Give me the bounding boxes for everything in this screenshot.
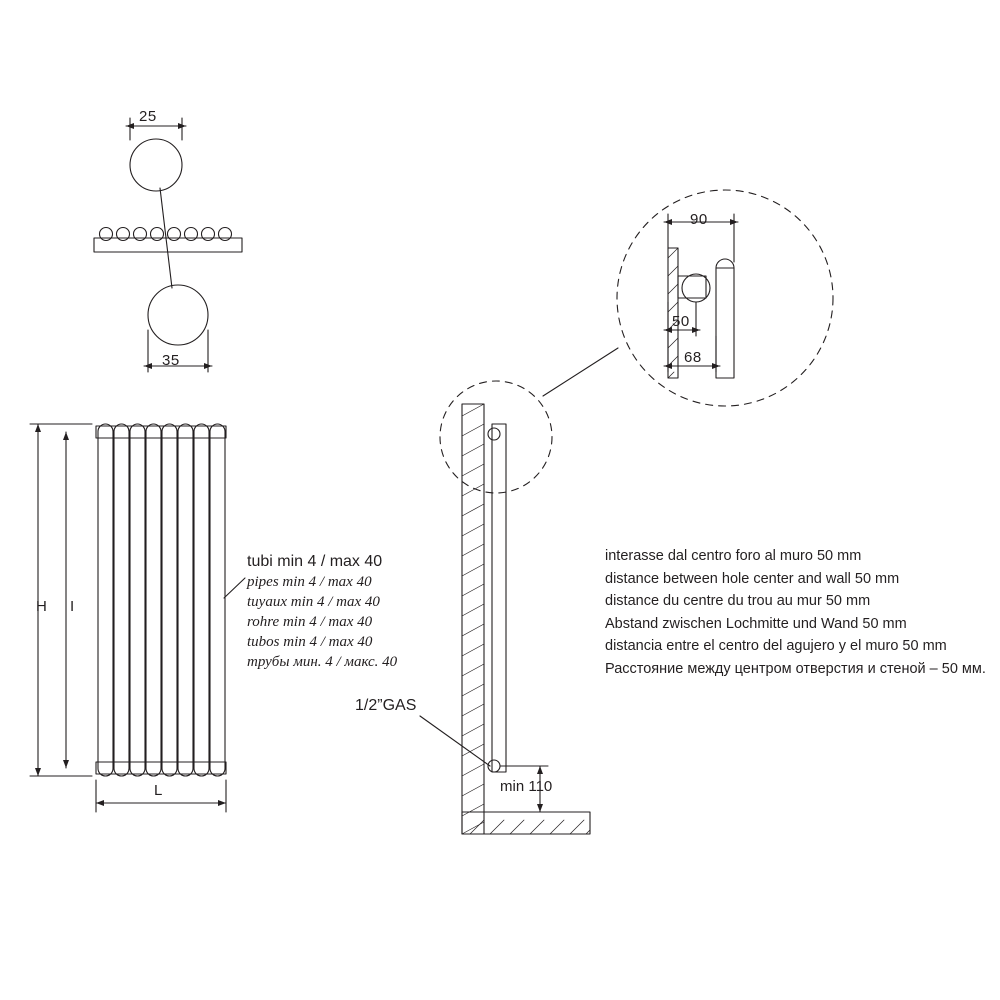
note-line-ru: Расстояние между центром отверстия и стеной – 50 мм. bbox=[605, 660, 986, 677]
arrow-i-top bbox=[63, 432, 69, 440]
detail-tube bbox=[716, 268, 734, 378]
pipes-note-block bbox=[247, 552, 477, 672]
front-view-group bbox=[30, 424, 226, 812]
tube-circle-25 bbox=[130, 139, 182, 191]
floor-hatch bbox=[470, 820, 590, 834]
dim-label-25: 25 bbox=[139, 108, 157, 125]
pipes-note-line-fr: tuyaux min 4 / max 40 bbox=[247, 594, 380, 610]
min-floor-label: min 110 bbox=[500, 778, 553, 795]
pipes-note-line-en: pipes min 4 / max 40 bbox=[247, 574, 372, 590]
connection-top bbox=[488, 428, 500, 440]
detail-callout-group bbox=[440, 190, 833, 493]
dim-label-35: 35 bbox=[162, 352, 180, 369]
arrow-l-left bbox=[96, 800, 104, 806]
tube-circle-35 bbox=[148, 285, 208, 345]
detail-source-circle bbox=[440, 381, 552, 493]
radiator-side-body bbox=[492, 424, 506, 772]
arrow-l-right bbox=[218, 800, 226, 806]
manifold-bar bbox=[94, 228, 242, 253]
dim-label-90: 90 bbox=[690, 211, 708, 228]
dim-label-l: L bbox=[154, 782, 163, 799]
leader-pipes-note bbox=[224, 578, 245, 598]
dim-label-50: 50 bbox=[672, 313, 690, 330]
pipes-note-line-ru: трубы мин. 4 / макс. 40 bbox=[247, 654, 398, 670]
arrow-min110-top bbox=[537, 766, 543, 774]
note-line-it: interasse dal centro foro al muro 50 mm bbox=[605, 548, 862, 564]
gas-connection-label: 1/2”GAS bbox=[355, 697, 417, 714]
note-line-en: distance between hole center and wall 50 mm bbox=[605, 570, 900, 587]
pipes-note-line-de: rohre min 4 / max 40 bbox=[247, 614, 373, 630]
leader-gas bbox=[420, 716, 490, 766]
arrow-h-bottom bbox=[35, 768, 41, 776]
dim-label-i: I bbox=[70, 598, 75, 615]
note-line-es: distancia entre el centro del agujero y el muro 50 mm bbox=[605, 638, 947, 654]
arrow-min110-bottom bbox=[537, 804, 543, 812]
detail-tube-cap bbox=[716, 259, 734, 268]
tube-detail-group bbox=[94, 118, 242, 372]
arrow-i-bottom bbox=[63, 760, 69, 768]
radiator-tubes bbox=[98, 424, 225, 776]
note-line-de: Abstand zwischen Lochmitte und Wand 50 mm bbox=[605, 615, 907, 632]
note-line-fr: distance du centre du trou au mur 50 mm bbox=[605, 593, 871, 609]
dim-label-h: H bbox=[36, 598, 48, 615]
pipes-note-title: tubi min 4 / max 40 bbox=[247, 553, 383, 570]
dim-label-68: 68 bbox=[684, 349, 702, 366]
leader-detail bbox=[543, 348, 618, 396]
pipes-note-line-es: tubos min 4 / max 40 bbox=[247, 634, 373, 650]
wall-distance-notes bbox=[605, 545, 995, 680]
arrow-h-top bbox=[35, 424, 41, 432]
